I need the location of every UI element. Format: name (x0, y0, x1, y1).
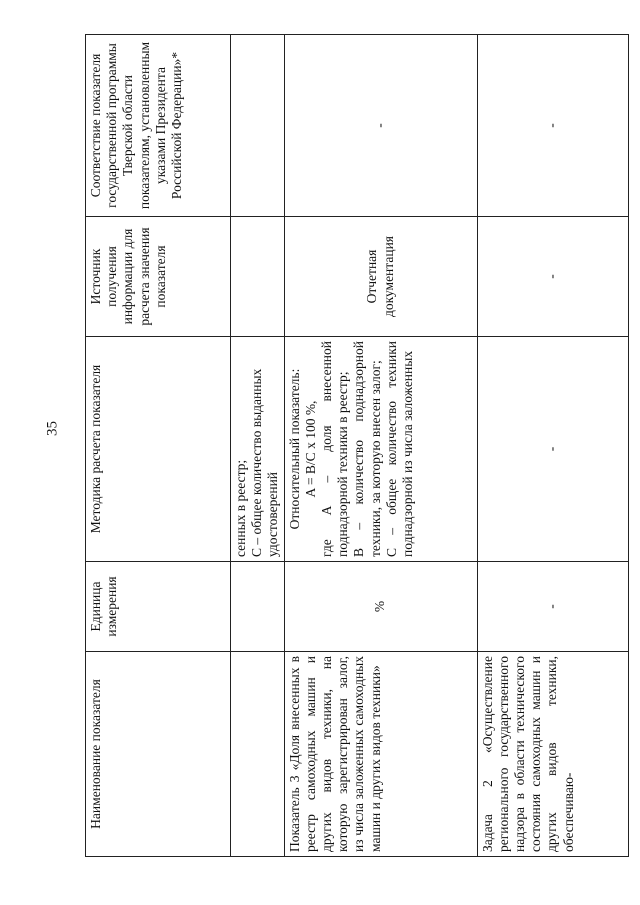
table-row-task-2 (477, 35, 628, 857)
indicator-table (85, 34, 629, 857)
page-number: 35 (44, 421, 61, 436)
cell-compliance: - (284, 35, 477, 217)
cell-compliance (231, 35, 285, 217)
method-line: где A – доля внесенной поднадзорной техники в реестр; (318, 341, 351, 557)
method-line: С – общее количество техники поднадзорной из числа заложенных (383, 341, 415, 557)
cell-source (231, 217, 285, 337)
rotated-table-wrapper (85, 35, 607, 857)
cell-name: Показатель 3 «Доля внесенных в реестр самоходных машин и других видов техники, на которую зарегистрирован залог, из числа заложенных самоходных машин и других видов техники» (284, 652, 477, 857)
header-unit: Единица измерения (86, 562, 231, 652)
header-source: Источник получения информации для расчета значения показателя (86, 217, 231, 337)
header-method: Методика расчета показателя (86, 337, 231, 562)
cell-unit: % (284, 562, 477, 652)
method-line: Относительный показатель: (286, 368, 302, 530)
cell-compliance: - (477, 35, 628, 217)
cell-source: Отчетная документация (284, 217, 477, 337)
cell-unit: - (477, 562, 628, 652)
cell-method: - (477, 337, 628, 562)
cell-method (284, 337, 477, 562)
header-name: Наименование показателя (86, 652, 231, 857)
table-header-row (86, 35, 231, 857)
cell-source: - (477, 217, 628, 337)
cell-name (231, 652, 285, 857)
cell-method: сенных в реестр; С – общее количество выданных удостоверений (231, 337, 285, 562)
method-formula: A = B/C x 100 %, (302, 400, 318, 498)
header-compliance: Соответствие показателя государственной программы Тверской области показателям, установленным указами Президента Российской Федерации»* (86, 35, 231, 217)
table-row-indicator-3 (284, 35, 477, 857)
cell-unit (231, 562, 285, 652)
table-row-continuation (231, 35, 285, 857)
method-line: B – количество поднадзорной техники, за которую внесен залог; (351, 341, 383, 557)
cell-name: Задача 2 «Осуществление регионального государственного надзора в области технического состояния самоходных машин и других видов техники, обеспечиваю- (477, 652, 628, 857)
